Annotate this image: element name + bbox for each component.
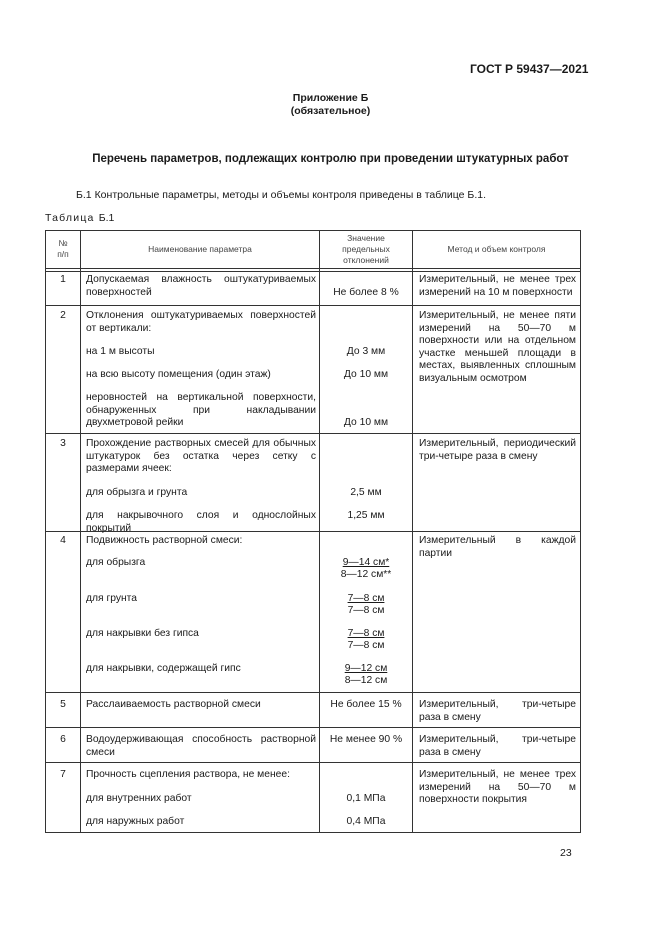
row-item-value: 2,5 мм	[350, 487, 382, 498]
row-item-value: До 3 мм	[346, 346, 386, 357]
row-method: Измерительный, не менее трех измерений на 10 м поверхности	[419, 274, 576, 298]
row-param: Отклонения оштукатуриваемых поверхностей от вертикали:	[86, 310, 316, 334]
row-num: 1	[60, 274, 66, 285]
column-line	[580, 230, 581, 833]
column-line	[80, 230, 81, 833]
row-item-label: на 1 м высоты	[86, 346, 155, 357]
value-bottom: 8—12 см**	[340, 568, 392, 580]
row-param: Расслаиваемость растворной смеси	[86, 699, 261, 710]
row-param: Допускаемая влажность оштукатуриваемых поверхностей	[86, 274, 316, 298]
row-num: 7	[60, 769, 66, 780]
header-divider-double	[45, 271, 581, 272]
row-param: Водоудерживающая способность растворной смеси	[86, 734, 316, 758]
row-method: Измерительный, три-четыре раза в смену	[419, 734, 576, 758]
row-method: Измерительный в каждой партии	[419, 535, 576, 559]
row-value: Не менее 90 %	[329, 734, 403, 745]
value-top: 7—8 см	[347, 628, 385, 639]
row-item-label: для накрывочного слоя и однослойных покрытий	[86, 510, 316, 534]
row-item-label: для грунта	[86, 593, 137, 604]
row-param: Подвижность растворной смеси:	[86, 535, 243, 546]
row-item-label: неровностей на вертикальной поверхности, обнаруженных при накладывании двухметровой рейки	[86, 392, 316, 429]
intro-paragraph: Б.1 Контрольные параметры, методы и объемы контроля приведены в таблице Б.1.	[76, 189, 486, 201]
header-num: № п/п	[57, 238, 69, 259]
row-method: Измерительный, не менее пяти измерений на 50—70 м поверхности или на отдельном участке меньшей площади в местах, выявленных сплошным визуальным осмотром	[419, 310, 576, 384]
header-value: Значение предельных отклонений	[342, 233, 390, 265]
row-item-value: 1,25 мм	[347, 510, 385, 521]
row-item-label: для накрывки, содержащей гипс	[86, 663, 241, 674]
row-num: 4	[60, 535, 66, 546]
row-divider	[45, 305, 581, 306]
value-bottom: 7—8 см	[347, 604, 385, 616]
value-top: 7—8 см	[347, 593, 385, 604]
row-num: 2	[60, 310, 66, 321]
table-border-top	[45, 230, 581, 231]
row-divider	[45, 762, 581, 763]
standard-number: ГОСТ Р 59437—2021	[470, 62, 589, 76]
row-divider	[45, 727, 581, 728]
row-item-value	[322, 663, 410, 687]
table-caption	[45, 212, 114, 224]
header-param: Наименование параметра	[148, 244, 252, 254]
row-value: Не более 15 %	[330, 699, 402, 710]
value-top: 9—14 см*	[342, 557, 390, 568]
column-line	[45, 230, 46, 833]
row-item-value	[322, 593, 410, 617]
row-num: 6	[60, 734, 66, 745]
header-method: Метод и объем контроля	[447, 244, 546, 254]
column-line	[319, 230, 320, 833]
page-title: Перечень параметров, подлежащих контролю при проведении штукатурных работ	[92, 153, 569, 165]
page-number: 23	[560, 847, 572, 859]
row-item-value	[322, 557, 410, 581]
table-border-bottom	[45, 832, 581, 833]
row-divider	[45, 692, 581, 693]
row-method: Измерительный, три-четыре раза в смену	[419, 699, 576, 723]
row-item-label: для обрызга и грунта	[86, 487, 188, 498]
row-method: Измерительный, не менее трех измерений на 50—70 м поверхности покрытия	[419, 769, 576, 806]
appendix-title: Приложение Б	[292, 92, 369, 104]
row-item-label: для обрызга	[86, 557, 146, 568]
value-bottom: 7—8 см	[347, 639, 385, 651]
row-item-value: 0,1 МПа	[346, 793, 386, 804]
header-divider	[45, 268, 581, 269]
value-bottom: 8—12 см	[344, 674, 388, 686]
row-divider	[45, 433, 581, 434]
row-param: Прохождение растворных смесей для обычных штукатурок без остатка через сетку с размерами ячеек:	[86, 438, 316, 475]
table-caption-number: Б.1	[98, 212, 115, 224]
row-item-label: для накрывки без гипса	[86, 628, 199, 639]
row-value: Не более 8 %	[333, 287, 399, 298]
column-line	[412, 230, 413, 833]
row-item-label: для внутренних работ	[86, 793, 192, 804]
table-caption-word: Таблица	[45, 212, 95, 224]
row-item-label: для наружных работ	[86, 816, 185, 827]
row-param: Прочность сцепления раствора, не менее:	[86, 769, 290, 780]
value-top: 9—12 см	[344, 663, 388, 674]
row-num: 5	[60, 699, 66, 710]
row-item-label: на всю высоту помещения (один этаж)	[86, 369, 271, 380]
row-num: 3	[60, 438, 66, 449]
row-item-value	[322, 628, 410, 652]
row-item-value: До 10 мм	[343, 417, 389, 428]
appendix-status: (обязательное)	[290, 105, 371, 117]
row-item-value: 0,4 МПа	[346, 816, 386, 827]
row-item-value: До 10 мм	[343, 369, 389, 380]
row-method: Измерительный, периодический три-четыре раза в смену	[419, 438, 576, 462]
